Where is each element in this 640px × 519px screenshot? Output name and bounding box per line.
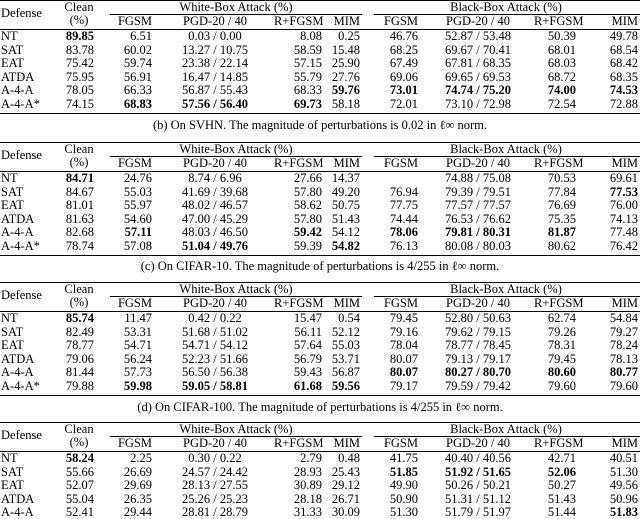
row-blackbox-value: 80.60 [547, 365, 576, 380]
header-pgd-20-40: PGD-20 / 40 [183, 436, 247, 450]
row-whitebox-value: 47.00 / 45.29 [182, 211, 248, 226]
row-whitebox-value: 55.03 [123, 184, 152, 199]
row-whitebox-value: 0.30 / 0.22 [188, 451, 242, 465]
row-clean-accuracy: 84.67 [65, 184, 94, 199]
row-blackbox-value: 49.78 [609, 29, 638, 43]
row-blackbox-value: 80.07 [389, 365, 418, 380]
row-defense-name: EAT [1, 56, 24, 71]
row-whitebox-value: 48.03 / 46.50 [182, 225, 248, 240]
row-whitebox-value: 59.05 / 58.81 [182, 379, 248, 393]
row-clean-accuracy: 75.42 [65, 56, 94, 71]
row-whitebox-value: 50.75 [331, 198, 360, 213]
header-defense: Defense [1, 6, 42, 20]
row-clean-accuracy: 55.66 [65, 464, 94, 479]
row-blackbox-value: 79.62 / 79.15 [445, 324, 511, 339]
row-whitebox-value: 53.31 [123, 324, 152, 339]
header-fgsm: FGSM [383, 14, 418, 28]
header-r-fgsm: R+FGSM [534, 296, 584, 310]
header-r-fgsm: R+FGSM [274, 296, 324, 310]
row-blackbox-value: 50.96 [609, 491, 638, 506]
row-blackbox-value: 77.75 [389, 198, 418, 213]
row-whitebox-value: 66.33 [123, 83, 152, 98]
row-clean-accuracy: 55.04 [65, 491, 94, 506]
row-whitebox-value: 56.87 / 55.43 [182, 83, 248, 98]
row-defense-name: A-4-A [1, 505, 34, 519]
row-blackbox-value: 74.44 [389, 211, 418, 226]
row-blackbox-value: 74.53 [609, 83, 638, 98]
row-blackbox-value: 54.84 [609, 311, 638, 325]
row-whitebox-value: 57.08 [123, 239, 152, 253]
header-fgsm: FGSM [117, 436, 152, 450]
row-whitebox-value: 54.71 [123, 338, 152, 353]
row-blackbox-value: 76.42 [609, 239, 638, 253]
row-clean-accuracy: 81.63 [65, 211, 94, 226]
row-defense-name: SAT [1, 464, 24, 479]
row-defense-name: EAT [1, 478, 24, 493]
header-blackbox: Black-Box Attack (%) [450, 422, 562, 436]
row-blackbox-value: 50.39 [547, 29, 576, 43]
row-blackbox-value: 78.13 [609, 351, 638, 366]
row-whitebox-value: 30.89 [293, 478, 322, 493]
row-whitebox-value: 13.27 / 10.75 [182, 42, 248, 57]
row-defense-name: A-4-A* [1, 97, 40, 111]
row-clean-accuracy: 74.15 [65, 97, 94, 111]
row-whitebox-value: 0.54 [338, 311, 360, 325]
row-whitebox-value: 59.56 [331, 379, 360, 393]
table-caption: (b) On SVHN. The magnitude of perturbations is 0.02 in ℓ∞ norm. [152, 118, 488, 132]
row-whitebox-value: 60.02 [123, 42, 152, 57]
row-blackbox-value: 80.27 / 80.70 [445, 365, 511, 380]
row-whitebox-value: 57.73 [123, 365, 152, 380]
row-whitebox-value: 28.18 [293, 491, 322, 506]
row-blackbox-value: 72.01 [389, 97, 418, 111]
row-whitebox-value: 8.08 [300, 29, 322, 43]
row-clean-accuracy: 78.77 [65, 338, 94, 353]
row-whitebox-value: 52.23 / 51.66 [182, 351, 248, 366]
row-defense-name: NT [1, 171, 18, 185]
row-defense-name: A-4-A [1, 83, 34, 98]
row-blackbox-value: 51.44 [547, 505, 576, 519]
header-blackbox: Black-Box Attack (%) [450, 142, 562, 156]
row-blackbox-value: 69.65 / 69.53 [445, 69, 511, 84]
row-blackbox-value: 52.80 / 50.63 [445, 311, 511, 325]
row-blackbox-value: 72.88 [609, 97, 638, 111]
header-pgd-20-40: PGD-20 / 40 [446, 436, 510, 450]
header-r-fgsm: R+FGSM [534, 436, 584, 450]
row-blackbox-value: 67.49 [389, 56, 418, 71]
row-blackbox-value: 79.45 [547, 351, 576, 366]
row-whitebox-value: 2.25 [130, 451, 152, 465]
table-bottom-rule [0, 395, 640, 396]
header-mim: MIM [333, 14, 360, 28]
header-clean: Clean [64, 422, 94, 436]
row-whitebox-value: 15.48 [331, 42, 360, 57]
row-blackbox-value: 68.54 [609, 42, 638, 57]
row-blackbox-value: 51.85 [389, 464, 418, 479]
row-clean-accuracy: 78.05 [65, 83, 94, 98]
header-mim: MIM [611, 436, 638, 450]
row-defense-name: SAT [1, 324, 24, 339]
row-whitebox-value: 68.33 [293, 83, 322, 98]
row-blackbox-value: 51.92 / 51.65 [445, 464, 511, 479]
row-whitebox-value: 51.68 / 51.02 [182, 324, 248, 339]
row-blackbox-value: 81.87 [547, 225, 576, 240]
row-blackbox-value: 68.42 [609, 56, 638, 71]
row-whitebox-value: 6.51 [130, 29, 152, 43]
row-whitebox-value: 57.80 [293, 211, 322, 226]
header-pgd-20-40: PGD-20 / 40 [446, 296, 510, 310]
row-defense-name: NT [1, 29, 18, 43]
header-clean-unit: (%) [69, 295, 89, 309]
header-pgd-20-40: PGD-20 / 40 [446, 156, 510, 170]
row-whitebox-value: 48.02 / 46.57 [182, 198, 248, 213]
row-blackbox-value: 76.53 / 76.62 [445, 211, 511, 226]
row-whitebox-value: 51.04 / 49.76 [182, 239, 248, 253]
header-mim: MIM [611, 156, 638, 170]
row-whitebox-value: 29.12 [331, 478, 360, 493]
row-whitebox-value: 54.71 / 54.12 [182, 338, 248, 353]
row-clean-accuracy: 82.68 [65, 225, 94, 240]
row-blackbox-value: 51.31 / 51.12 [445, 491, 511, 506]
row-blackbox-value: 79.81 / 80.31 [445, 225, 511, 240]
row-whitebox-value: 41.69 / 39.68 [182, 184, 248, 199]
row-blackbox-value: 74.00 [547, 83, 576, 98]
row-whitebox-value: 27.76 [331, 69, 360, 84]
row-whitebox-value: 24.57 / 24.42 [182, 464, 248, 479]
row-blackbox-value: 74.13 [609, 211, 638, 226]
row-defense-name: ATDA [1, 491, 35, 506]
header-mim: MIM [611, 296, 638, 310]
row-blackbox-value: 69.06 [389, 69, 418, 84]
row-blackbox-value: 51.30 [609, 464, 638, 479]
row-blackbox-value: 78.06 [389, 225, 418, 240]
row-defense-name: A-4-A* [1, 239, 40, 253]
row-blackbox-value: 79.45 [389, 311, 418, 325]
row-blackbox-value: 79.39 / 79.51 [445, 184, 511, 199]
row-blackbox-value: 68.03 [547, 56, 576, 71]
row-blackbox-value: 79.60 [609, 379, 638, 393]
row-blackbox-value: 50.90 [389, 491, 418, 506]
header-fgsm: FGSM [117, 14, 152, 28]
row-blackbox-value: 68.25 [389, 42, 418, 57]
row-blackbox-value: 40.40 / 40.56 [445, 451, 511, 465]
row-clean-accuracy: 84.71 [65, 171, 94, 185]
header-clean: Clean [64, 282, 94, 296]
row-blackbox-value: 51.79 / 51.97 [445, 505, 511, 519]
row-blackbox-value: 73.01 [389, 83, 418, 98]
row-clean-accuracy: 83.78 [65, 42, 94, 57]
row-clean-accuracy: 75.95 [65, 69, 94, 84]
header-whitebox: White-Box Attack (%) [179, 142, 293, 156]
row-blackbox-value: 78.04 [389, 338, 418, 353]
header-defense: Defense [1, 148, 42, 162]
row-whitebox-value: 26.71 [331, 491, 360, 506]
row-whitebox-value: 59.43 [293, 365, 322, 380]
row-whitebox-value: 57.11 [124, 225, 152, 240]
row-whitebox-value: 51.43 [331, 211, 360, 226]
row-whitebox-value: 59.42 [293, 225, 322, 240]
header-fgsm: FGSM [383, 436, 418, 450]
row-defense-name: A-4-A [1, 225, 34, 240]
header-blackbox: Black-Box Attack (%) [450, 0, 562, 14]
row-defense-name: SAT [1, 184, 24, 199]
row-blackbox-value: 68.35 [609, 69, 638, 84]
row-blackbox-value: 79.59 / 79.42 [445, 379, 511, 393]
row-whitebox-value: 14.37 [331, 171, 360, 185]
row-whitebox-value: 26.35 [123, 491, 152, 506]
row-whitebox-value: 59.39 [293, 239, 322, 253]
row-clean-accuracy: 78.74 [65, 239, 94, 253]
header-clean-unit: (%) [69, 435, 89, 449]
row-blackbox-value: 75.35 [547, 211, 576, 226]
row-whitebox-value: 56.91 [123, 69, 152, 84]
row-blackbox-value: 46.76 [389, 29, 418, 43]
row-blackbox-value: 49.56 [609, 478, 638, 493]
table-caption: (c) On CIFAR-10. The magnitude of perturbations is 4/255 in ℓ∞ norm. [140, 259, 500, 273]
header-mim: MIM [333, 436, 360, 450]
row-clean-accuracy: 89.85 [65, 29, 94, 43]
row-blackbox-value: 80.77 [609, 365, 638, 380]
row-whitebox-value: 15.47 [293, 311, 322, 325]
row-blackbox-value: 79.13 / 79.17 [445, 351, 511, 366]
row-clean-accuracy: 52.41 [65, 505, 94, 519]
row-blackbox-value: 70.53 [547, 171, 576, 185]
row-whitebox-value: 53.71 [331, 351, 360, 366]
header-clean-unit: (%) [69, 13, 89, 27]
row-blackbox-value: 76.00 [609, 198, 638, 213]
row-whitebox-value: 58.62 [293, 198, 322, 213]
row-whitebox-value: 23.38 / 22.14 [182, 56, 248, 71]
header-whitebox: White-Box Attack (%) [179, 282, 293, 296]
row-whitebox-value: 59.98 [123, 379, 152, 393]
row-defense-name: A-4-A* [1, 379, 40, 393]
row-blackbox-value: 79.26 [547, 324, 576, 339]
row-whitebox-value: 58.59 [293, 42, 322, 57]
row-whitebox-value: 56.87 [331, 365, 360, 380]
header-r-fgsm: R+FGSM [534, 14, 584, 28]
row-blackbox-value: 51.30 [389, 505, 418, 519]
row-whitebox-value: 49.20 [331, 184, 360, 199]
row-blackbox-value: 50.27 [547, 478, 576, 493]
row-whitebox-value: 28.13 / 27.55 [182, 478, 248, 493]
row-blackbox-value: 80.08 / 80.03 [445, 239, 511, 253]
row-blackbox-value: 78.24 [609, 338, 638, 353]
row-defense-name: A-4-A [1, 365, 34, 380]
row-blackbox-value: 80.07 [389, 351, 418, 366]
header-r-fgsm: R+FGSM [274, 436, 324, 450]
row-whitebox-value: 29.69 [123, 478, 152, 493]
row-whitebox-value: 11.47 [124, 311, 152, 325]
row-whitebox-value: 0.42 / 0.22 [188, 311, 242, 325]
row-whitebox-value: 68.83 [123, 97, 152, 111]
row-blackbox-value: 77.53 [609, 184, 638, 199]
row-clean-accuracy: 82.49 [65, 324, 94, 339]
row-whitebox-value: 29.44 [123, 505, 152, 519]
header-r-fgsm: R+FGSM [274, 14, 324, 28]
row-whitebox-value: 26.69 [123, 464, 152, 479]
row-blackbox-value: 62.74 [547, 311, 576, 325]
header-mim: MIM [611, 14, 638, 28]
table-bottom-rule [0, 113, 640, 114]
table-bottom-rule [0, 255, 640, 256]
row-whitebox-value: 0.25 [338, 29, 360, 43]
row-whitebox-value: 28.81 / 28.79 [182, 505, 248, 519]
row-whitebox-value: 25.43 [331, 464, 360, 479]
table-caption: (d) On CIFAR-100. The magnitude of perturbations is 4/255 in ℓ∞ norm. [137, 400, 503, 414]
row-whitebox-value: 52.12 [331, 324, 360, 339]
row-whitebox-value: 24.76 [123, 171, 152, 185]
row-blackbox-value: 69.61 [609, 171, 638, 185]
row-clean-accuracy: 81.44 [65, 365, 94, 380]
header-mim: MIM [333, 296, 360, 310]
row-blackbox-value: 40.51 [609, 451, 638, 465]
row-blackbox-value: 77.48 [609, 225, 638, 240]
row-blackbox-value: 73.10 / 72.98 [445, 97, 511, 111]
row-whitebox-value: 56.50 / 56.38 [182, 365, 248, 380]
header-blackbox: Black-Box Attack (%) [450, 282, 562, 296]
header-clean-unit: (%) [69, 155, 89, 169]
header-pgd-20-40: PGD-20 / 40 [183, 296, 247, 310]
row-whitebox-value: 8.74 / 6.96 [188, 171, 242, 185]
row-whitebox-value: 55.79 [293, 69, 322, 84]
row-blackbox-value: 78.77 / 78.45 [445, 338, 511, 353]
row-whitebox-value: 59.76 [331, 83, 360, 98]
row-whitebox-value: 25.26 / 25.23 [182, 491, 248, 506]
row-whitebox-value: 2.79 [300, 451, 322, 465]
row-blackbox-value: 51.43 [547, 491, 576, 506]
row-blackbox-value: 76.94 [389, 184, 418, 199]
row-clean-accuracy: 81.01 [65, 198, 94, 213]
row-blackbox-value: 79.60 [547, 379, 576, 393]
row-blackbox-value: 74.88 / 75.08 [445, 171, 511, 185]
row-clean-accuracy: 52.07 [65, 478, 94, 493]
header-pgd-20-40: PGD-20 / 40 [446, 14, 510, 28]
header-pgd-20-40: PGD-20 / 40 [183, 14, 247, 28]
header-defense: Defense [1, 288, 42, 302]
header-defense: Defense [1, 428, 42, 442]
row-blackbox-value: 76.13 [389, 239, 418, 253]
row-whitebox-value: 54.12 [331, 225, 360, 240]
row-defense-name: ATDA [1, 211, 35, 226]
row-blackbox-value: 41.75 [389, 451, 418, 465]
row-blackbox-value: 79.16 [389, 324, 418, 339]
header-pgd-20-40: PGD-20 / 40 [183, 156, 247, 170]
row-whitebox-value: 54.82 [331, 239, 360, 253]
header-fgsm: FGSM [117, 156, 152, 170]
row-defense-name: EAT [1, 338, 24, 353]
row-whitebox-value: 30.09 [331, 505, 360, 519]
header-fgsm: FGSM [383, 156, 418, 170]
row-whitebox-value: 16.47 / 14.85 [182, 69, 248, 84]
row-clean-accuracy: 79.06 [65, 351, 94, 366]
row-blackbox-value: 49.90 [389, 478, 418, 493]
row-whitebox-value: 55.03 [331, 338, 360, 353]
row-blackbox-value: 80.62 [547, 239, 576, 253]
row-whitebox-value: 54.60 [123, 211, 152, 226]
row-blackbox-value: 67.81 / 68.35 [445, 56, 511, 71]
row-blackbox-value: 50.26 / 50.21 [445, 478, 511, 493]
row-defense-name: ATDA [1, 351, 35, 366]
row-blackbox-value: 77.57 / 77.57 [445, 198, 511, 213]
row-whitebox-value: 59.74 [123, 56, 152, 71]
row-blackbox-value: 42.71 [547, 451, 576, 465]
header-fgsm: FGSM [117, 296, 152, 310]
row-blackbox-value: 68.01 [547, 42, 576, 57]
row-whitebox-value: 31.33 [293, 505, 322, 519]
row-blackbox-value: 78.31 [547, 338, 576, 353]
header-r-fgsm: R+FGSM [274, 156, 324, 170]
row-whitebox-value: 57.64 [293, 338, 322, 353]
row-defense-name: SAT [1, 42, 24, 57]
row-defense-name: EAT [1, 198, 24, 213]
row-clean-accuracy: 79.88 [65, 379, 94, 393]
row-clean-accuracy: 58.24 [65, 451, 94, 465]
row-whitebox-value: 28.93 [293, 464, 322, 479]
row-blackbox-value: 69.67 / 70.41 [445, 42, 511, 57]
header-clean: Clean [64, 142, 94, 156]
header-r-fgsm: R+FGSM [534, 156, 584, 170]
row-whitebox-value: 58.18 [331, 97, 360, 111]
row-whitebox-value: 56.24 [123, 351, 152, 366]
row-blackbox-value: 77.84 [547, 184, 576, 199]
row-whitebox-value: 27.66 [293, 171, 322, 185]
row-whitebox-value: 56.11 [294, 324, 322, 339]
row-whitebox-value: 69.73 [293, 97, 322, 111]
header-whitebox: White-Box Attack (%) [179, 0, 293, 14]
row-blackbox-value: 79.17 [389, 379, 418, 393]
row-blackbox-value: 52.87 / 53.48 [445, 29, 511, 43]
row-blackbox-value: 72.54 [547, 97, 576, 111]
row-whitebox-value: 61.68 [293, 379, 322, 393]
row-defense-name: ATDA [1, 69, 35, 84]
row-blackbox-value: 79.27 [609, 324, 638, 339]
row-whitebox-value: 57.56 / 56.40 [182, 97, 248, 111]
row-blackbox-value: 76.69 [547, 198, 576, 213]
header-fgsm: FGSM [383, 296, 418, 310]
row-whitebox-value: 0.03 / 0.00 [188, 29, 242, 43]
header-clean: Clean [64, 0, 94, 14]
row-whitebox-value: 56.79 [293, 351, 322, 366]
row-whitebox-value: 57.15 [293, 56, 322, 71]
header-mim: MIM [333, 156, 360, 170]
row-defense-name: NT [1, 451, 18, 465]
row-clean-accuracy: 85.74 [65, 311, 94, 325]
row-defense-name: NT [1, 311, 18, 325]
row-whitebox-value: 25.90 [331, 56, 360, 71]
row-blackbox-value: 68.72 [547, 69, 576, 84]
row-whitebox-value: 55.97 [123, 198, 152, 213]
row-blackbox-value: 51.83 [609, 505, 638, 519]
row-whitebox-value: 0.48 [338, 451, 360, 465]
row-blackbox-value: 74.74 / 75.20 [445, 83, 511, 98]
header-whitebox: White-Box Attack (%) [179, 422, 293, 436]
row-blackbox-value: 52.06 [547, 464, 576, 479]
row-whitebox-value: 57.80 [293, 184, 322, 199]
